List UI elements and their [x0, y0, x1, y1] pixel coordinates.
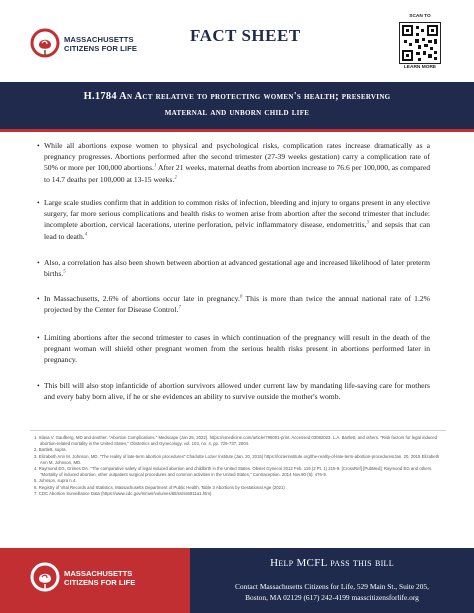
fact-bullet-2: • Large scale studies confirm that in addition to common risks of infection, bleeding and injury to organs present in any elective surgery, far more serious complications and health risks to women arise from abortion after the second trimester that include: incomplete abortion, cervical lacerations, uterine perforation, pelvic inflammatory disease, endometritis,$^3$ and sepsis that can lead to death.$^4$ — [44, 197, 430, 242]
reference-item: 5. Johnson, supra n.4. — [34, 478, 77, 484]
contact-line-2: Boston, MA 02129 (617) 242-4199 masscitizensforlife.org — [245, 593, 419, 602]
rose-logo-icon — [30, 562, 60, 592]
contact-info — [190, 581, 474, 603]
fact-bullet-1: • While all abortions expose women to physical and psychological risks, complication rates increase dramatically as a pregnancy progresses. Abortions performed after the second trimester (27-39 weeks gestation) carry a complication rate of 50% or more per 100,000 abortions.$^1$ After 21 weeks, maternal deaths from abortion increase to 76.6 per 100,000, as compared to 14.7 deaths per 100,000 at 13-15 weeks.$^2$ — [44, 140, 430, 185]
fact-bullet-6: • This bill will also stop infanticide of abortion survivors allowed under current law by mandating life-saving care for mothers and every baby born alive, if he or she evidences an ability to survive outside the mother's womb. — [44, 380, 430, 402]
footer-logo-panel — [0, 548, 190, 613]
reference-item: 4. Raymond EG, Grimes DA. "The comparative safety of legal induced abortion and childbirth in the United States. Obstet Gynecol 2012 Feb. 119 (2 Pt. 1) 215-9. [CrossRef] [PubMed]; Raymond EG and others. "Mortality of induced abortion, other outpatient surgical procedures and common activities in the United States," Contraception. 2014 Nov.90 (5): 476-9. — [34, 466, 433, 478]
fact-bullet-5: • Limiting abortions after the second trimester to cases in which continuation of the pregnancy will result in the death of the pregnant woman will shield other pregnant women from the serious health risks present in abortions performed later in pregnancy. — [44, 332, 430, 366]
footer-mcfl-logo — [30, 562, 170, 598]
reference-item: 6. Registry of Vital Records and Statistics, Massachusetts Department of Public Health, Table 3 Abortions by Gestational Age (2021) — [34, 484, 285, 490]
references-list — [30, 430, 446, 544]
footer-contact-panel — [190, 548, 474, 613]
qr-top-label: SCAN TO — [409, 14, 431, 19]
reference-item: 2. Bartlett, supra. — [34, 447, 67, 453]
logo-line-1: MASSACHUSETTS — [64, 35, 134, 44]
footer-logo-line-2: CITIZENS FOR LIFE — [64, 577, 136, 587]
reference-item: 3. Elizabeth Ann M. Johnson, MD. "The reality of late-term abortion procedures" Charlotte Lozier Institute (Jan. 20, 2015) https://lozierinstitute.org/the-reality-of-late-term-abortion-procedures/Jan. 20, 2015 Elizabeth Ann M. Johnson, MD. — [34, 453, 440, 465]
logo-line-2: CITIZENS FOR LIFE — [64, 43, 137, 53]
contact-line-1: Contact Massachusetts Citizens for Life, 529 Main St., Suite 205, — [235, 582, 429, 591]
bill-title-line-2: maternal and unborn child life — [164, 107, 310, 118]
mcfl-logo — [30, 28, 170, 62]
qr-code-icon[interactable] — [399, 22, 441, 64]
bill-title-band — [0, 82, 474, 132]
fact-bullet-3: • Also, a correlation has also been shown between abortion at advanced gestational age and increased likelihood of later preterm births.$^5$ — [44, 257, 430, 279]
fact-bullet-4: • In Massachusetts, 2.6% of abortions occur late in pregnancy.$^6$ This is more than twice the annual national rate of 1.2% projected by the Center for Disease Control.$^7$ — [44, 293, 430, 315]
reference-item: 7. CDC Abortion Surveillance Data (https://www.cdc.gov/mmwr/volumes/68/ss/ss6811a1.htm). — [34, 490, 213, 496]
call-to-action: Help MCFL pass this bill — [270, 557, 394, 569]
qr-bottom-label: LEARN MORE — [403, 65, 437, 70]
rose-logo-icon — [30, 28, 60, 58]
page-title: FACT SHEET — [190, 26, 301, 45]
page-header — [0, 0, 474, 82]
footer-logo-line-1: MASSACHUSETTS — [64, 569, 133, 578]
bill-title-line-1: H.1784 An Act relative to protecting women's health; preserving — [83, 91, 391, 102]
reference-item: 1. Slava V. Gaufberg, MD and another. "Abortion Complications." Medscape (Jan 25, 2022). https://emedicine.com/article/795001-print. Accessed 03082023. L.A. Bartlett, and others. "Risk factors for legal induced abortion-related mortality in the United States," Obstetrics and Gynecology, vol. 103, no. 4, pp. 729-737, 2004. — [34, 435, 438, 447]
page-footer — [0, 548, 474, 613]
